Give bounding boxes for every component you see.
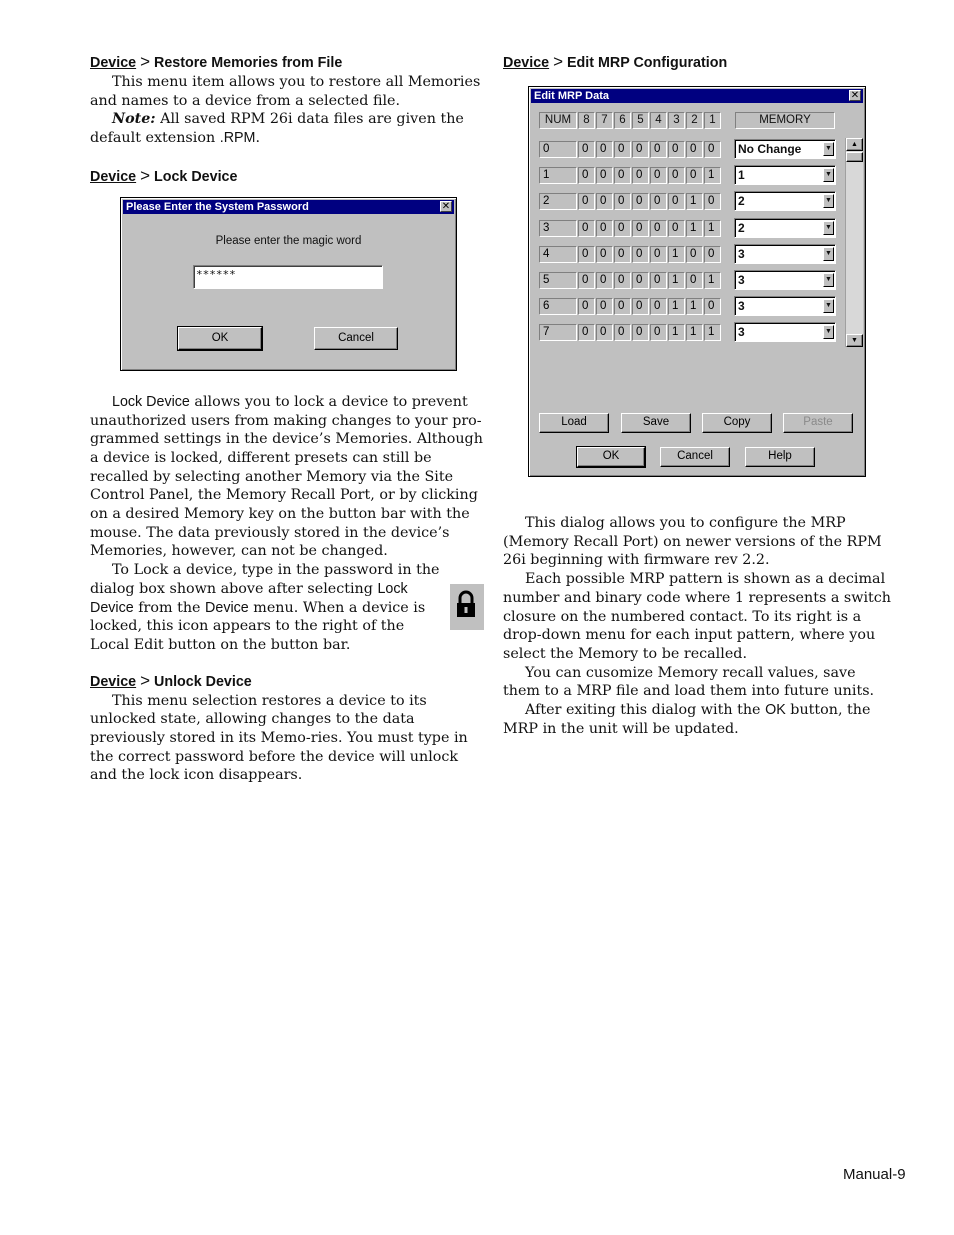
row-bit: 0 <box>596 246 613 263</box>
mrp-paragraph-4: After exiting this dialog with the OK button, the MRP in the unit will be updated. <box>503 702 871 737</box>
chevron-down-icon[interactable]: ▼ <box>823 273 834 287</box>
row-bit: 0 <box>614 167 631 184</box>
mrp-dialog-titlebar: Edit MRP Data ✕ <box>531 89 863 103</box>
paste-button[interactable]: Paste <box>783 413 853 433</box>
close-icon[interactable]: ✕ <box>850 90 860 101</box>
mrp-header-row <box>539 112 835 129</box>
row-bit: 0 <box>578 324 595 341</box>
memory-select-value: 2 <box>738 220 745 235</box>
mrp-scrollbar[interactable] <box>845 138 863 347</box>
chevron-down-icon[interactable]: ▼ <box>823 299 834 313</box>
row-bit: 0 <box>632 272 649 289</box>
row-bit: 0 <box>578 167 595 184</box>
memory-select[interactable] <box>734 296 836 316</box>
load-button[interactable]: Load <box>539 413 609 433</box>
row-bit: 0 <box>686 141 703 158</box>
memory-select[interactable] <box>734 244 836 264</box>
row-bit: 0 <box>686 246 703 263</box>
heading-unlock-device: Device > Unlock Device <box>90 670 252 690</box>
mrp-paragraph-3: You can cusomize Memory recall values, save them to a MRP file and load them into future units. <box>503 664 875 700</box>
row-bit: 0 <box>632 298 649 315</box>
row-bit: 0 <box>596 220 613 237</box>
table-row <box>539 139 839 161</box>
ok-button[interactable]: OK <box>577 447 645 467</box>
row-bit: 1 <box>686 220 703 237</box>
row-bit: 0 <box>650 324 667 341</box>
row-bit: 0 <box>632 246 649 263</box>
row-bit: 1 <box>668 272 685 289</box>
row-bit: 0 <box>596 272 613 289</box>
row-num: 2 <box>539 193 577 210</box>
memory-select-value: 3 <box>738 273 745 287</box>
heading-lock-device: Device > Lock Device <box>90 165 238 185</box>
row-bit: 1 <box>668 324 685 341</box>
memory-select[interactable] <box>734 165 836 185</box>
row-num: 7 <box>539 324 577 341</box>
header-bit-6: 6 <box>614 112 631 129</box>
row-bit: 0 <box>650 272 667 289</box>
scroll-thumb[interactable] <box>846 152 863 162</box>
row-bit: 0 <box>596 167 613 184</box>
table-row <box>539 322 839 344</box>
lock-paragraph-1: Lock Device allows you to lock a device to prevent unauthorized users from making changes to your pro-grammed settings in the device’s Memories. Although a device is locked, different presets can still be recalled by selecting another Memory via the Site Control Panel, the Memory Recall Port, or by clicking on a desired Memory key on the button bar with the mouse. The data previously stored in the device’s Memories, however, can not be changed. <box>90 393 483 560</box>
mrp-paragraph-2: Each possible MRP pattern is shown as a decimal number and binary code where 1 represents a switch closure on the numbered contact. To its right is a drop-down menu for each input pattern, where you select the Memory to be recalled. <box>503 571 892 662</box>
memory-select-value: 3 <box>738 246 745 261</box>
copy-button[interactable]: Copy <box>702 413 772 433</box>
row-num: 1 <box>539 167 577 184</box>
close-icon[interactable]: ✕ <box>441 201 451 212</box>
row-bit: 1 <box>668 298 685 315</box>
row-bit: 1 <box>686 324 703 341</box>
header-bit-3: 3 <box>668 112 685 129</box>
password-input[interactable]: ****** <box>193 265 383 289</box>
row-bit: 0 <box>578 141 595 158</box>
header-num: NUM <box>539 112 577 129</box>
scroll-up-icon[interactable]: ▲ <box>846 138 863 151</box>
row-num: 0 <box>539 141 577 158</box>
cancel-button[interactable]: Cancel <box>660 447 730 467</box>
header-bit-7: 7 <box>596 112 613 129</box>
memory-select-value: 1 <box>738 168 745 183</box>
row-bit: 0 <box>704 141 721 158</box>
header-bit-8: 8 <box>578 112 595 129</box>
row-bit: 0 <box>686 272 703 289</box>
table-row <box>539 270 839 292</box>
row-bit: 0 <box>614 324 631 341</box>
row-bit: 0 <box>632 193 649 210</box>
row-bit: 0 <box>632 141 649 158</box>
unlock-paragraph: This menu selection restores a device to its unlocked state, allowing changes to the data previously stored in its Memo-ries. You must type in the correct password before the device will unlock and the lock icon disappears. <box>90 692 468 784</box>
cancel-button[interactable]: Cancel <box>314 327 398 350</box>
memory-select-value: No Change <box>738 142 802 156</box>
row-bit: 0 <box>614 298 631 315</box>
row-bit: 0 <box>614 141 631 158</box>
row-num: 6 <box>539 298 577 315</box>
chevron-down-icon[interactable]: ▼ <box>823 221 834 235</box>
password-dialog <box>120 197 457 371</box>
page-number: Manual-9 <box>843 1166 906 1183</box>
row-bit: 1 <box>668 246 685 263</box>
row-bit: 0 <box>578 272 595 289</box>
row-bit: 1 <box>686 193 703 210</box>
header-bit-5: 5 <box>632 112 649 129</box>
row-bit: 0 <box>650 141 667 158</box>
chevron-down-icon[interactable]: ▼ <box>823 247 834 261</box>
row-num: 4 <box>539 246 577 263</box>
row-bit: 0 <box>596 193 613 210</box>
row-num: 3 <box>539 220 577 237</box>
row-bit: 0 <box>686 167 703 184</box>
row-bit: 1 <box>704 167 721 184</box>
ok-button[interactable]: OK <box>178 327 262 350</box>
table-row <box>539 296 839 318</box>
memory-select-value: 3 <box>738 299 745 314</box>
mrp-paragraph-1: This dialog allows you to configure the MRP (Memory Recall Port) on newer versions of the RPM 26i beginning with firmware rev 2.2. <box>503 515 882 569</box>
row-bit: 0 <box>650 220 667 237</box>
row-bit: 0 <box>668 167 685 184</box>
row-bit: 0 <box>578 193 595 210</box>
row-bit: 0 <box>704 298 721 315</box>
memory-select[interactable] <box>734 270 836 290</box>
row-bit: 0 <box>596 324 613 341</box>
scroll-down-icon[interactable]: ▼ <box>846 334 863 347</box>
heading-edit-mrp: Device > Edit MRP Configuration <box>503 52 728 71</box>
heading-restore-memories: Device > Restore Memories from File <box>90 52 343 71</box>
row-bit: 0 <box>650 246 667 263</box>
row-bit: 0 <box>596 141 613 158</box>
memory-select[interactable] <box>734 139 836 159</box>
row-bit: 0 <box>596 298 613 315</box>
table-row <box>539 191 839 213</box>
row-bit: 0 <box>668 193 685 210</box>
save-button[interactable]: Save <box>621 413 691 433</box>
row-bit: 0 <box>632 324 649 341</box>
header-bit-1: 1 <box>704 112 721 129</box>
row-bit: 0 <box>668 141 685 158</box>
row-bit: 1 <box>704 272 721 289</box>
row-bit: 1 <box>704 324 721 341</box>
header-bit-4: 4 <box>650 112 667 129</box>
row-bit: 0 <box>578 246 595 263</box>
password-prompt: Please enter the magic word <box>215 235 362 247</box>
row-bit: 0 <box>704 193 721 210</box>
memory-select[interactable] <box>734 191 836 211</box>
mrp-rows <box>539 139 839 349</box>
row-bit: 0 <box>578 220 595 237</box>
lock-paragraph-2: To Lock a device, type in the password in the dialog box shown above after selecting Lock Device from the Device menu. When a device is locked, this icon appears to the right of the Local Edit button on the button bar. <box>90 562 440 653</box>
lock-icon <box>450 584 484 630</box>
chevron-down-icon[interactable]: ▼ <box>823 168 834 182</box>
memory-select-value: 2 <box>738 194 745 209</box>
password-dialog-titlebar: Please Enter the System Password ✕ <box>123 200 454 214</box>
table-row <box>539 218 839 240</box>
row-bit: 0 <box>704 246 721 263</box>
header-memory: MEMORY <box>735 112 835 129</box>
row-bit: 0 <box>650 193 667 210</box>
row-bit: 0 <box>614 246 631 263</box>
row-bit: 0 <box>650 298 667 315</box>
row-num: 5 <box>539 272 577 289</box>
mrp-dialog <box>528 86 866 477</box>
row-bit: 0 <box>578 298 595 315</box>
row-bit: 1 <box>704 220 721 237</box>
chevron-down-icon[interactable]: ▼ <box>823 194 834 208</box>
row-bit: 0 <box>632 220 649 237</box>
row-bit: 0 <box>614 220 631 237</box>
left-column <box>90 52 484 785</box>
chevron-down-icon[interactable]: ▼ <box>823 142 834 156</box>
header-bit-2: 2 <box>686 112 703 129</box>
chevron-down-icon[interactable]: ▼ <box>823 325 834 339</box>
table-row <box>539 165 839 187</box>
row-bit: 0 <box>632 167 649 184</box>
restore-note: Note: All saved RPM 26i data files are given the default extension .RPM. <box>90 111 464 147</box>
memory-select-value: 3 <box>738 325 745 340</box>
memory-select[interactable] <box>734 218 836 238</box>
help-button[interactable]: Help <box>745 447 815 467</box>
restore-paragraph: This menu item allows you to restore all Memories and names to a device from a selected file. <box>90 74 481 109</box>
row-bit: 0 <box>650 167 667 184</box>
memory-select[interactable] <box>734 322 836 342</box>
table-row <box>539 244 839 266</box>
row-bit: 0 <box>668 220 685 237</box>
row-bit: 1 <box>686 298 703 315</box>
row-bit: 0 <box>614 272 631 289</box>
row-bit: 0 <box>614 193 631 210</box>
